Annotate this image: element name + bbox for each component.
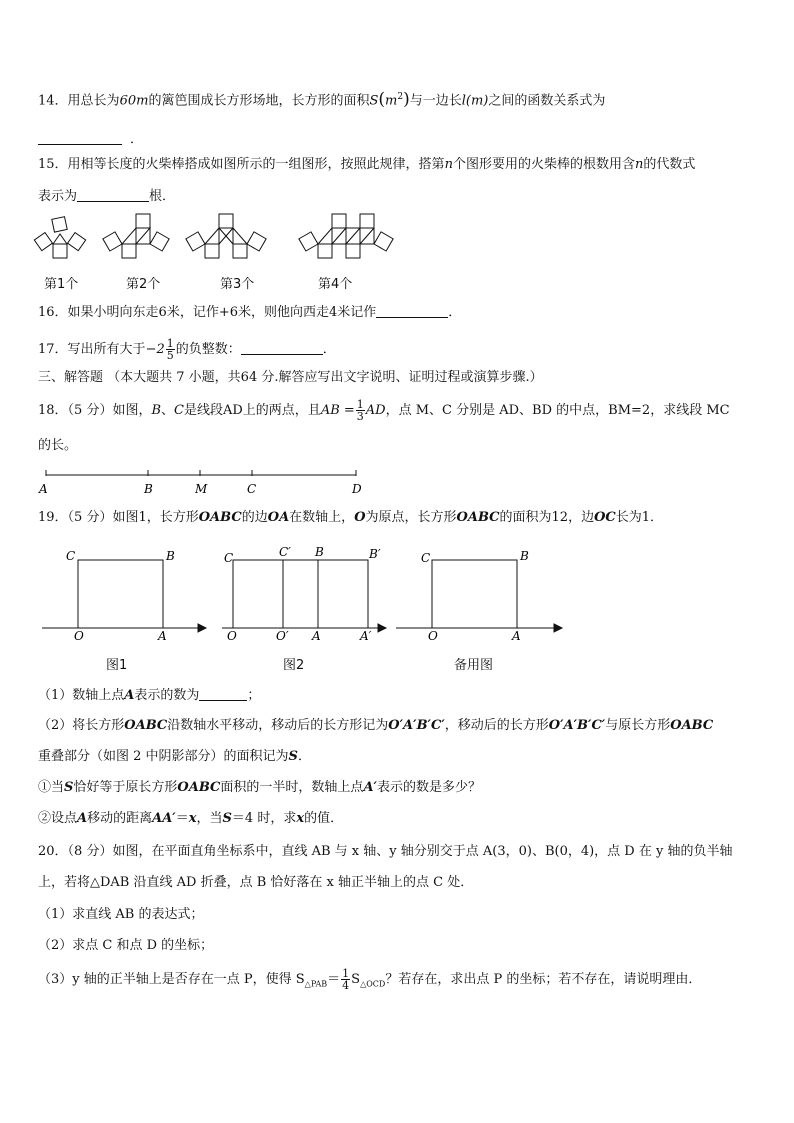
question-20-line2: 上，若将△DAB 沿直线 AD 折叠，点 B 恰好落在 x 轴正半轴上的点 C 处． xyxy=(38,875,474,890)
figure-caption-1: 第1个 xyxy=(44,277,79,292)
fig3-label-c: C xyxy=(421,551,431,565)
question-16: 16．如果小明向东走6米，记作+6米，则他向西走4米记作 ． xyxy=(38,305,462,320)
question-20: 20．（8 分）如图，在平面直角坐标系中，直线 AB 与 x 轴、y 轴分别交于点 A(3，0)、B(0，4)，点 D 在 y 轴的负半轴 xyxy=(38,844,733,859)
point-label-d: D xyxy=(352,482,362,496)
figure-caption-3: 第3个 xyxy=(220,277,255,292)
question-19: 19．（5 分）如图1，长方形OABC的边OA在数轴上，O为原点，长方形OABC的面积为12，边OC长为1． xyxy=(38,510,664,525)
matchstick-figure-3 xyxy=(186,214,266,258)
question-20-part3: （3）y 轴的正半轴上是否存在一点 P，使得 $S_{\triangle PAB}=$ $\frac{1}{4}$ $S_{\triangle OCD}$？若存在，求出点 P 的坐标；若不存在，请说明理由． xyxy=(38,967,702,992)
fig3-label-b: B xyxy=(520,549,529,563)
fig1-label-b: B xyxy=(166,549,175,563)
question-18-line2: 的长。 xyxy=(38,438,78,453)
matchstick-figure-4 xyxy=(299,214,393,258)
fig3-label-o: O xyxy=(428,629,438,643)
fig2-label-b-prime: B′ xyxy=(369,547,381,561)
fig2-label-a: A xyxy=(312,629,321,643)
question-15: 15．用相等长度的火柴棒搭成如图所示的一组图形，按照此规律，搭第n个图形要用的火柴棒的根数用含n的代数式 xyxy=(38,157,696,172)
point-label-a: A xyxy=(39,482,48,496)
fig2-label-o: O xyxy=(227,629,237,643)
fig2-label-o-prime: O′ xyxy=(276,629,289,643)
question-20-part1: （1）求直线 AB 的表达式； xyxy=(38,907,204,922)
figure-3 xyxy=(396,560,562,632)
question-20-part2: （2）求点 C 和点 D 的坐标； xyxy=(38,938,214,953)
matchstick-figure-2 xyxy=(103,214,169,258)
question-18: 18．（5 分）如图，B、C是线段AD上的两点，且AB = $\frac{1}{3}$ AD，点 M、C 分别是 AD、BD 的中点，BM=2，求线段 MC xyxy=(38,398,730,423)
fraction: $\frac{1}{3}$ xyxy=(356,398,364,423)
question-19-case2: ②设点A移动的距离AA′＝x，当S＝4 时，求x的值． xyxy=(38,811,344,826)
answer-blank[interactable] xyxy=(77,187,149,202)
question-14: 14．用总长为60m的篱笆围成长方形场地，长方形的面积$S(m^2)$与一边长l(m)之间的函数关系式为 xyxy=(38,89,606,110)
fig2-label-a-prime: A′ xyxy=(360,629,372,643)
figure-caption-spare: 备用图 xyxy=(454,658,494,673)
fig1-label-o: O xyxy=(74,629,84,643)
question-19-part2: （2）将长方形OABC沿数轴水平移动，移动后的长方形记为O′A′B′C′，移动后的长方形O′A′B′C′与原长方形OABC xyxy=(38,718,714,733)
fraction: $\frac{1}{4}$ xyxy=(342,967,350,992)
question-19-part2-line2: 重叠部分（如图 2 中阴影部分）的面积记为S． xyxy=(38,749,311,764)
fig2-label-b: B xyxy=(315,545,324,559)
question-14-answer-line: ． xyxy=(38,130,143,149)
point-label-c: C xyxy=(247,482,257,496)
figure-caption-4: 第4个 xyxy=(318,277,353,292)
matchstick-figure-1 xyxy=(34,217,85,258)
figure-1 xyxy=(42,560,206,632)
answer-blank[interactable] xyxy=(199,686,247,701)
figure-caption-2: 第2个 xyxy=(126,277,161,292)
fig1-label-a: A xyxy=(158,629,167,643)
question-19-part1: （1）数轴上点A表示的数为 ； xyxy=(38,688,261,703)
figure-caption-fig2: 图2 xyxy=(283,658,305,673)
figure-2 xyxy=(222,560,386,632)
fig1-label-c: C xyxy=(66,549,76,563)
question-15-line2: 表示为 根． xyxy=(38,189,176,204)
fig3-label-a: A xyxy=(512,629,521,643)
fraction: $\frac{1}{5}$ xyxy=(166,337,174,362)
answer-blank[interactable] xyxy=(376,303,448,318)
fig2-label-c: C xyxy=(224,551,234,565)
fig2-label-c-prime: C′ xyxy=(279,545,291,559)
figure-caption-fig1: 图1 xyxy=(106,658,128,673)
rectangle-figures xyxy=(0,540,794,645)
question-17: 17．写出所有大于−2 $\frac{1}{5}$ 的负整数： ． xyxy=(38,337,336,362)
answer-blank[interactable] xyxy=(241,340,323,355)
section-heading: 三、解答题 （本大题共 7 小题，共64 分.解答应写出文字说明、证明过程或演算步骤.） xyxy=(38,370,543,385)
point-label-b: B xyxy=(144,482,153,496)
answer-blank[interactable] xyxy=(38,130,122,145)
matchstick-figures xyxy=(0,210,794,270)
segment-diagram xyxy=(0,465,794,500)
question-19-case1: ①当S恰好等于原长方形OABC面积的一半时，数轴上点A′表示的数是多少？ xyxy=(38,780,481,795)
point-label-m: M xyxy=(195,482,208,496)
